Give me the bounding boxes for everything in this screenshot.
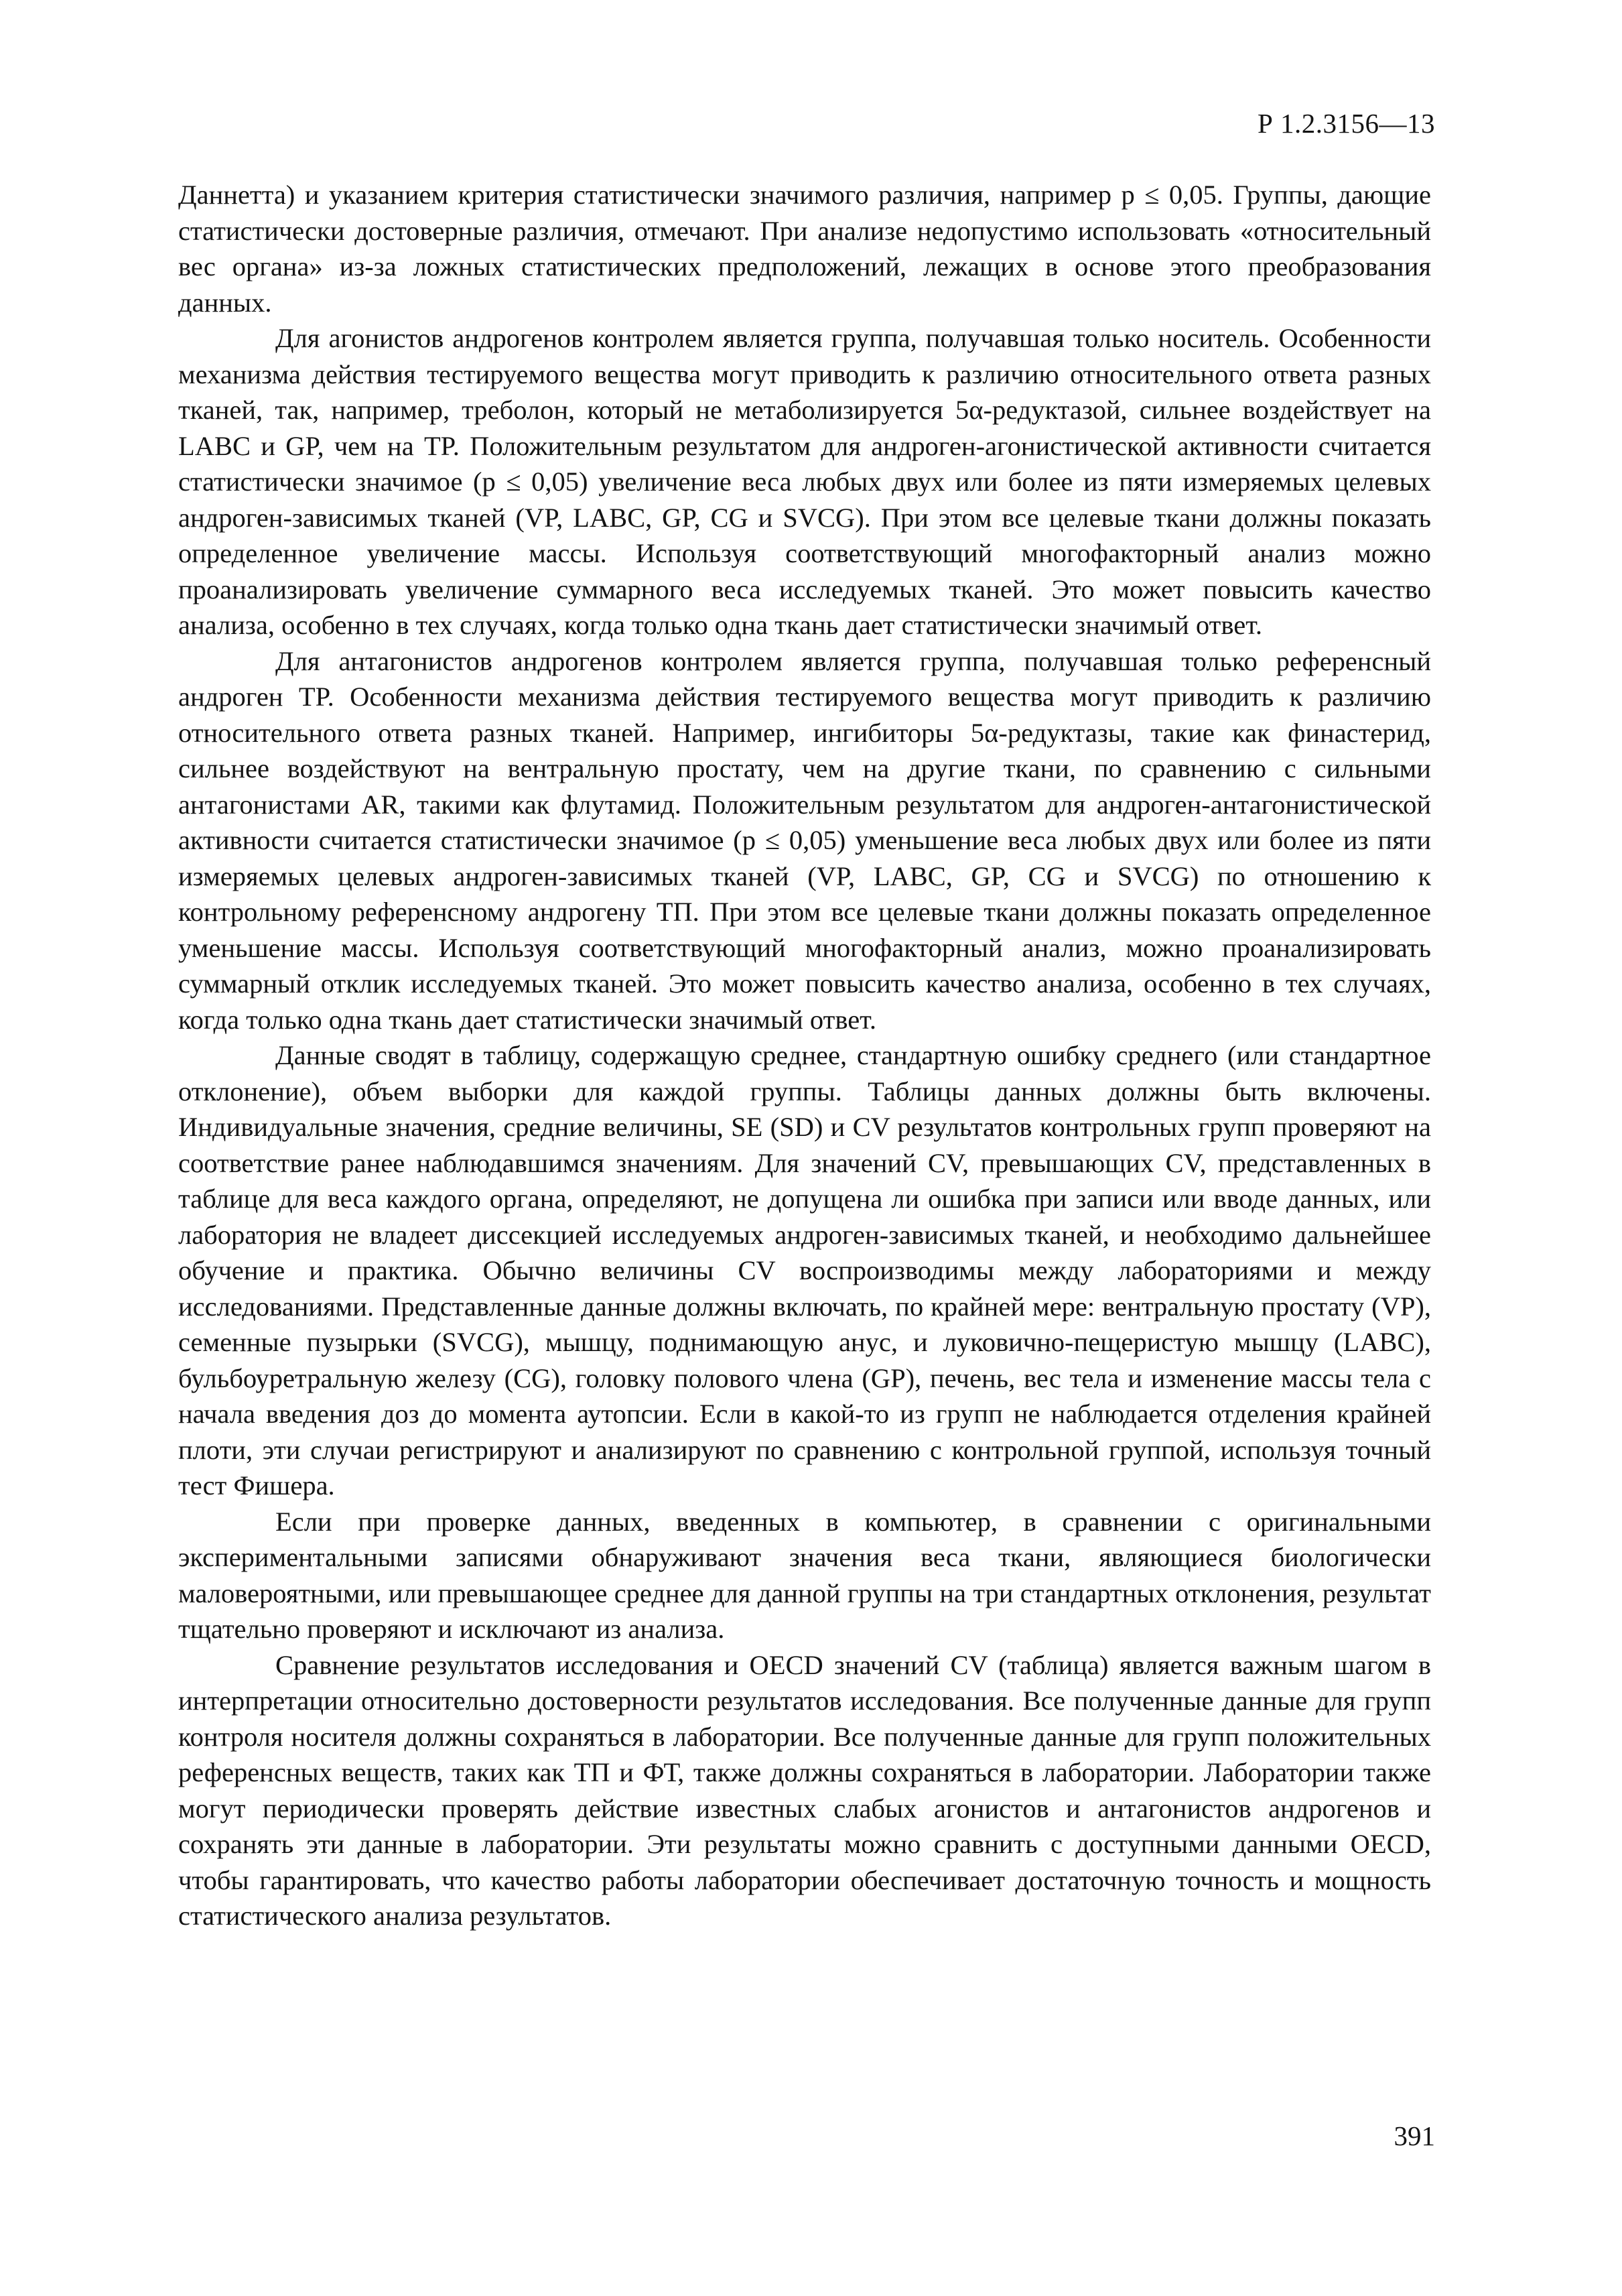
paragraph-4: Данные сводят в таблицу, содержащую среднее, стандартную ошибку среднего (или стандартное отклонение), объем выборки для каждой группы. Таблицы данных должны быть включены. Индивидуальные значения, средние величины, SE (SD) и CV результатов контрольных групп проверяют на соответствие ранее наблюдавшимся значениям. Для значений CV, превышающих CV, представленных в таблице для веса каждого органа, определяют, не допущена ли ошибка при записи или вводе данных, или лаборатория не владеет диссекцией исследуемых андроген-зависимых тканей, и необходимо дальнейшее обучение и практика. Обычно величины CV воспроизводимы между лабораториями и между исследованиями. Представленные данные должны включать, по крайней мере: вентральную простату (VP), семенные пузырьки (SVCG), мышцу, поднимающую анус, и луковично-пещеристую мышцу (LABC), бульбоуретральную железу (CG), головку полового члена (GP), печень, вес тела и изменение массы тела с начала введения доз до момента аутопсии. Если в какой-то из групп не наблюдается отделения крайней плоти, эти случаи регистрируют и анализируют по сравнению с контрольной группой, используя точный тест Фишера. [178, 1040, 1431, 1501]
paragraph-2: Для агонистов андрогенов контролем является группа, получавшая только носитель. Особенности механизма действия тестируемого вещества могут приводить к различию относительного ответа разных тканей, так, например, треболон, который не метаболизируется 5α-редуктазой, сильнее воздействует на LABC и GP, чем на TP. Положительным результатом для андроген-агонистической активности считается статистически значимое (p ≤ 0,05) увеличение веса любых двух или более из пяти измеряемых целевых андроген-зависимых тканей (VP, LABC, GP, CG и SVCG). При этом все целевые ткани должны показать определенное увеличение массы. Используя соответствующий многофакторный анализ можно проанализировать увеличение суммарного веса исследуемых тканей. Это может повысить качество анализа, особенно в тех случаях, когда только одна ткань дает статистически значимый ответ. [178, 323, 1431, 640]
document-code-header: Р 1.2.3156—13 [1257, 108, 1435, 139]
page-number: 391 [1394, 2120, 1435, 2151]
body-text [178, 177, 1431, 1934]
paragraph-1: Даннетта) и указанием критерия статистически значимого различия, например p ≤ 0,05. Группы, дающие статистически достоверные различия, отмечают. При анализе недопустимо использовать «относительный вес органа» из-за ложных статистических предположений, лежащих в основе этого преобразования данных. [178, 180, 1431, 318]
paragraph-5: Если при проверке данных, введенных в компьютер, в сравнении с оригинальными экспериментальными записями обнаруживают значения веса ткани, являющиеся биологически маловероятными, или превышающее среднее для данной группы на три стандартных отклонения, результат тщательно проверяют и исключают из анализа. [178, 1506, 1431, 1644]
paragraph-3: Для антагонистов андрогенов контролем является группа, получавшая только референсный андроген TP. Особенности механизма действия тестируемого вещества могут приводить к различию относительного ответа разных тканей. Например, ингибиторы 5α-редуктазы, такие как финастерид, сильнее воздействуют на вентральную простату, чем на другие ткани, по сравнению с сильными антагонистами AR, такими как флутамид. Положительным результатом для андроген-антагонистической активности считается статистически значимое (p ≤ 0,05) уменьшение веса любых двух или более из пяти измеряемых целевых андроген-зависимых тканей (VP, LABC, GP, CG и SVCG) по отношению к контрольному референсному андрогену ТП. При этом все целевые ткани должны показать определенное уменьшение массы. Используя соответствующий многофакторный анализ, можно проанализировать суммарный отклик исследуемых тканей. Это может повысить качество анализа, особенно в тех случаях, когда только одна ткань дает статистически значимый ответ. [178, 645, 1431, 1035]
paragraph-6: Сравнение результатов исследования и OECD значений CV (таблица) является важным шагом в интерпретации относительно достоверности результатов исследования. Все полученные данные для групп контроля носителя должны сохраняться в лаборатории. Все полученные данные для групп положительных референсных веществ, таких как ТП и ФТ, также должны сохраняться в лаборатории. Лаборатории также могут периодически проверять действие известных слабых агонистов и антагонистов андрогенов и сохранять эти данные в лаборатории. Эти результаты можно сравнить с доступными данными OECD, чтобы гарантировать, что качество работы лаборатории обеспечивает достаточную точность и мощность статистического анализа результатов. [178, 1649, 1431, 1931]
